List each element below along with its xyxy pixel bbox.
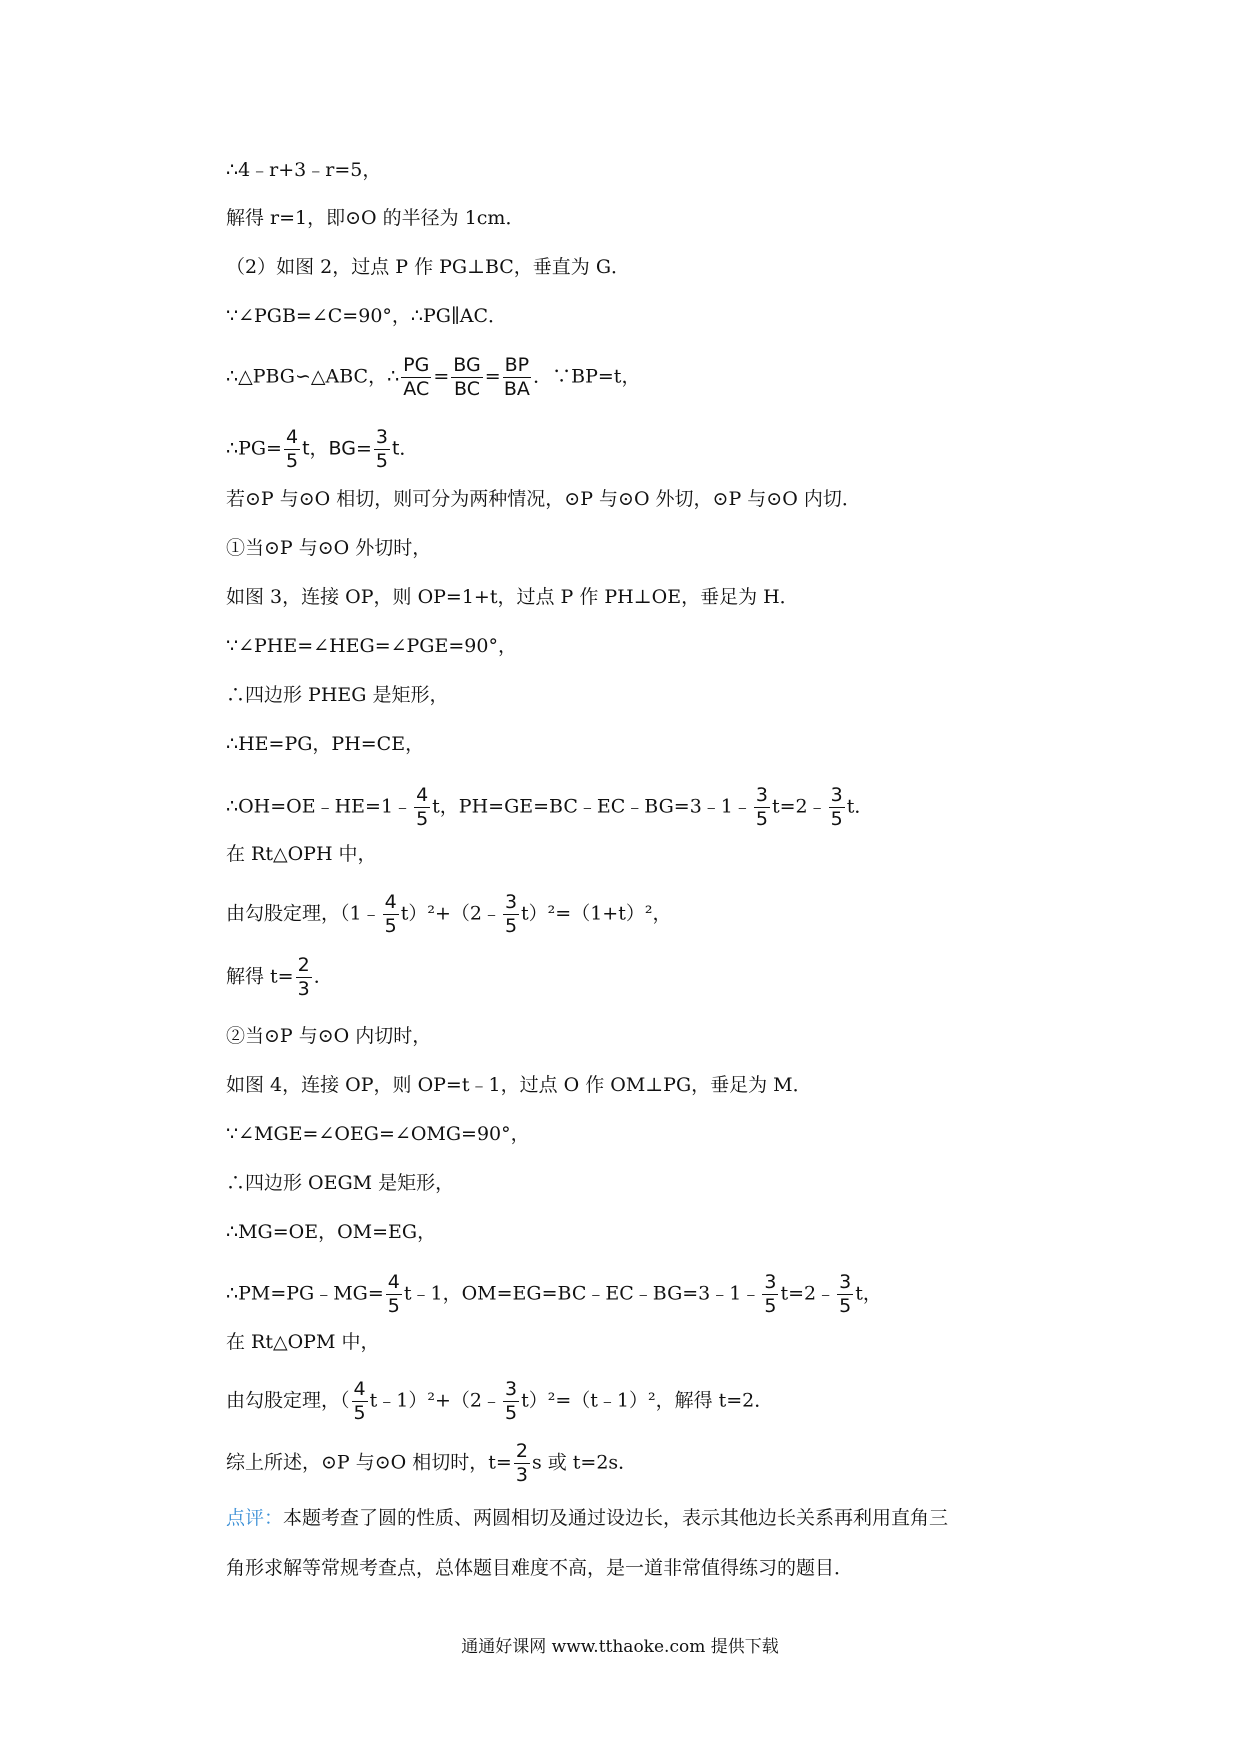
- math-line: ∴OH=OE﹣HE=1﹣ $\frac{4}{5}$ t，PH=GE=BC﹣EC﹣BG=3﹣1﹣ $\frac{3}{5}$ t=2﹣ $\frac{3}{5}$ t．: [226, 784, 874, 830]
- math-line: ∴PM=PG﹣MG= $\frac{4}{5}$ t﹣1，OM=EG=BC﹣EC﹣BG=3﹣1﹣ $\frac{3}{5}$ t=2﹣ $\frac{3}{5}$ t，: [226, 1271, 882, 1317]
- text-line: ∴MG=OE，OM=EG，: [226, 1221, 437, 1243]
- fraction: $\frac{2}{3}$: [515, 1440, 528, 1486]
- math-line: 由勾股定理，（ $\frac{4}{5}$ t﹣1）²+（2﹣ $\frac{3}{5}$ t）²=（t﹣1）²，解得 t=2．: [226, 1378, 774, 1424]
- comment-line-2: 角形求解等常规考查点，总体题目难度不高，是一道非常值得练习的题目．: [226, 1557, 854, 1579]
- math-line: ∴PG= $\frac{4}{5}$ t，BG= $\frac{3}{5}$ t．: [226, 426, 419, 472]
- fraction: $\frac{2}{3}$: [297, 954, 310, 1000]
- text-line: 如图 3，连接 OP，则 OP=1+t，过点 P 作 PH⊥OE，垂足为 H．: [226, 586, 799, 608]
- text-line: ②当⊙P 与⊙O 内切时，: [226, 1025, 432, 1047]
- fraction: $\frac{3}{5}$: [504, 1378, 518, 1424]
- fraction: $\frac{4}{5}$: [387, 1271, 400, 1317]
- fraction: $\frac{4}{5}$: [285, 426, 299, 472]
- text-line: ∴4﹣r+3﹣r=5，: [226, 159, 382, 181]
- text-line: ∴四边形 PHEG 是矩形，: [226, 684, 449, 706]
- math-line: 解得 t= $\frac{2}{3}$ ．: [226, 954, 333, 1000]
- math-line: 由勾股定理，（1﹣ $\frac{4}{5}$ t）²+（2﹣ $\frac{3}{5}$ t）²=（1+t）²，: [226, 891, 672, 937]
- text-line: ∴HE=PG，PH=CE，: [226, 733, 425, 755]
- fraction: $\frac{3}{5}$: [764, 1271, 777, 1317]
- fraction: $\frac{4}{5}$: [353, 1378, 366, 1424]
- fraction: $\frac{3}{5}$: [839, 1271, 852, 1317]
- text-line: ∵∠PGB=∠C=90°，∴PG∥AC．: [226, 305, 507, 327]
- text-line: ∵∠PHE=∠HEG=∠PGE=90°，: [226, 635, 517, 657]
- fraction: $\frac{BG}{BC}$: [453, 354, 481, 400]
- text-line: 解得 r=1，即⊙O 的半径为 1cm．: [226, 207, 525, 229]
- fraction: $\frac{3}{5}$: [504, 891, 518, 937]
- text-line: 如图 4，连接 OP，则 OP=t﹣1，过点 O 作 OM⊥PG，垂足为 M．: [226, 1074, 812, 1096]
- fraction: $\frac{3}{5}$: [755, 784, 768, 830]
- text-line: （2）如图 2，过点 P 作 PG⊥BC，垂直为 G．: [226, 256, 631, 278]
- text-line: 在 Rt△OPM 中，: [226, 1331, 380, 1353]
- math-line: ∴△PBG∽△ABC，∴ $\frac{PG}{AC}$ = $\frac{BG}{BC}$ = $\frac{BP}{BA}$ ．∵BP=t，: [226, 354, 641, 400]
- comment-line-1: [226, 1506, 948, 1530]
- fraction: $\frac{BP}{BA}$: [503, 354, 530, 400]
- comment-label: 点评：: [226, 1507, 284, 1529]
- math-line: 综上所述，⊙P 与⊙O 相切时，t= $\frac{2}{3}$ s 或 t=2s．: [226, 1440, 638, 1486]
- text-line: ∴四边形 OEGM 是矩形，: [226, 1172, 455, 1194]
- comment-text: 本题考查了圆的性质、两圆相切及通过设边长，表示其他边长关系再利用直角三: [283, 1507, 949, 1529]
- text-line: ∵∠MGE=∠OEG=∠OMG=90°，: [226, 1123, 530, 1145]
- fraction: $\frac{4}{5}$: [384, 891, 397, 937]
- fraction: $\frac{3}{5}$: [375, 426, 388, 472]
- fraction: $\frac{4}{5}$: [416, 784, 429, 830]
- fraction: $\frac{PG}{AC}$: [403, 354, 430, 400]
- text-line: ①当⊙P 与⊙O 外切时，: [226, 537, 432, 559]
- fraction: $\frac{3}{5}$: [830, 784, 843, 830]
- page-footer: 通通好课网 www.tthaoke.com 提供下载: [461, 1637, 779, 1657]
- text-line: 在 Rt△OPH 中，: [226, 843, 377, 865]
- text-line: 若⊙P 与⊙O 相切，则可分为两种情况，⊙P 与⊙O 外切，⊙P 与⊙O 内切．: [226, 488, 861, 510]
